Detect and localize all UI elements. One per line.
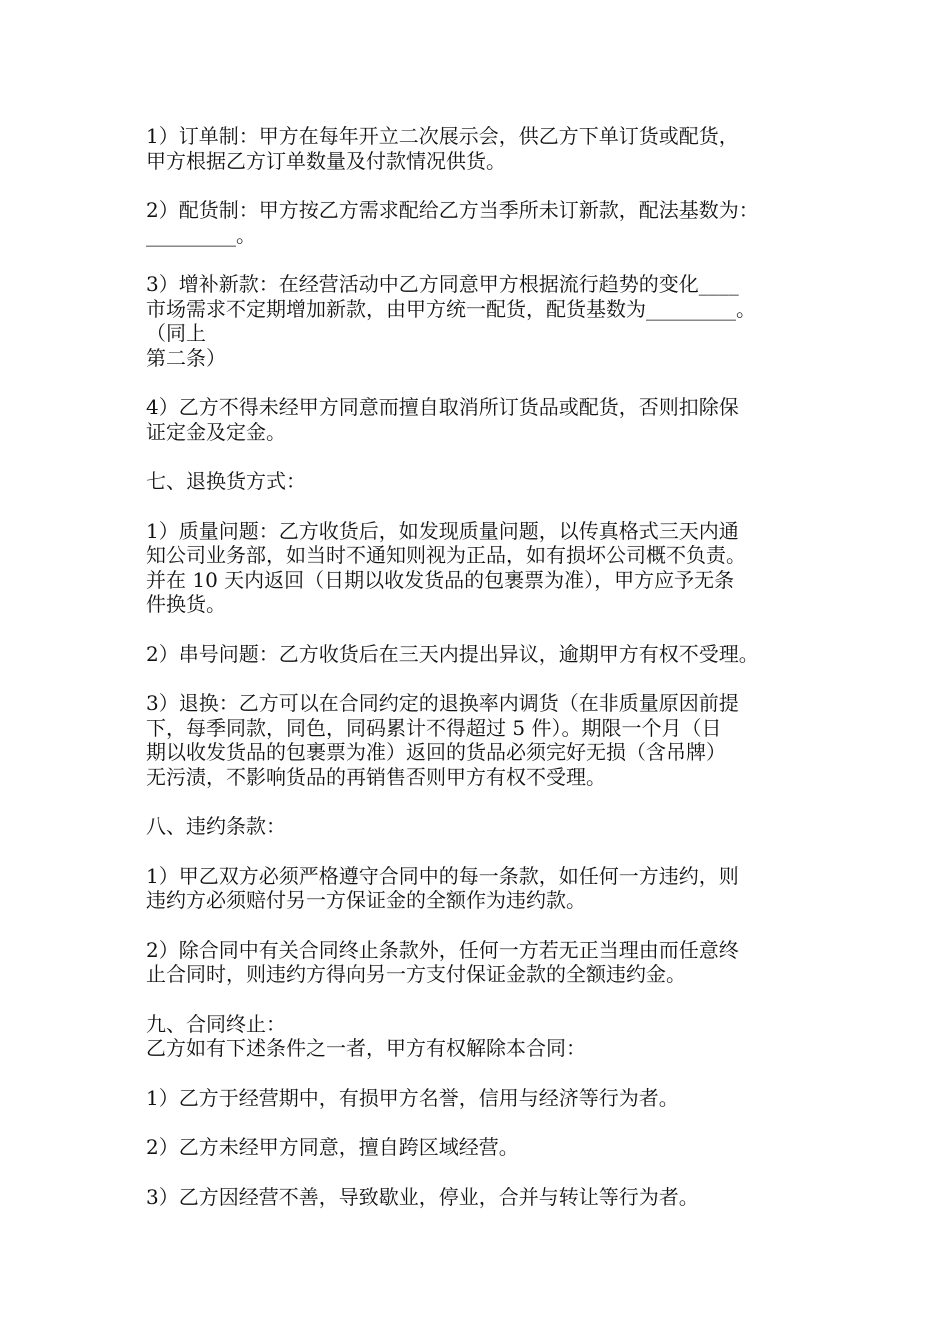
text-line: 期以收发货品的包裹票为准）返回的货品必须完好无损（含吊牌） bbox=[146, 740, 726, 764]
clause-reputation-damage bbox=[146, 1086, 836, 1111]
text-line: 市场需求不定期增加新款，由甲方统一配货，配货基数为_________。 bbox=[146, 296, 756, 321]
text-line: （同上 bbox=[146, 321, 206, 345]
clause-quality-issues bbox=[146, 519, 836, 617]
text-line: 3）退换：乙方可以在合同约定的退换率内调货（在非质量原因前提 bbox=[146, 691, 739, 715]
clause-serial-issues bbox=[146, 642, 836, 667]
text-line: 止合同时，则违约方得向另一方支付保证金款的全额违约金。 bbox=[146, 962, 686, 986]
section-heading-breach bbox=[146, 814, 836, 839]
text-line: 违约方必须赔付另一方保证金的全额作为违约款。 bbox=[146, 888, 586, 912]
clause-early-termination bbox=[146, 938, 836, 987]
text-line: 第二条） bbox=[146, 345, 226, 370]
text-line: 七、退换货方式： bbox=[146, 469, 306, 493]
text-line: 证定金及定金。 bbox=[146, 419, 286, 444]
text-line: 3）增补新款：在经营活动中乙方同意甲方根据流行趋势的变化____ bbox=[146, 272, 739, 296]
text-line: 2）配货制：甲方按乙方需求配给乙方当季所未订新款，配法基数为： bbox=[146, 198, 759, 222]
text-line: 1）乙方于经营期中，有损甲方名誉，信用与经济等行为者。 bbox=[146, 1085, 679, 1110]
text-line: 3）乙方因经营不善，导致歇业，停业，合并与转让等行为者。 bbox=[146, 1184, 699, 1209]
clause-business-closure bbox=[146, 1185, 836, 1210]
document-body bbox=[146, 124, 836, 1209]
text-line: 下，每季同款，同色，同码累计不得超过 5 件）。期限一个月（日 bbox=[146, 715, 722, 740]
text-line: 九、合同终止： bbox=[146, 1011, 286, 1036]
text-line: 件换货。 bbox=[146, 592, 226, 616]
text-line: 1）订单制：甲方在每年开立二次展示会，供乙方下单订货或配货， bbox=[146, 124, 739, 148]
clause-order-system bbox=[146, 124, 836, 173]
text-line: 甲方根据乙方订单数量及付款情况供货。 bbox=[146, 148, 506, 173]
clause-no-cancellation bbox=[146, 395, 836, 444]
clause-allocation-system bbox=[146, 198, 836, 247]
clause-new-styles bbox=[146, 272, 836, 370]
text-line: 2）串号问题：乙方收货后在三天内提出异议，逾期甲方有权不受理。 bbox=[146, 641, 759, 666]
text-line: 4）乙方不得未经甲方同意而擅自取消所订货品或配货，否则扣除保 bbox=[146, 395, 739, 419]
clause-exchange bbox=[146, 691, 836, 789]
text-line: 2）除合同中有关合同终止条款外，任何一方若无正当理由而任意终 bbox=[146, 937, 739, 962]
text-line: 1）甲乙双方必须严格遵守合同中的每一条款，如任何一方违约，则 bbox=[146, 863, 739, 888]
section-heading-returns bbox=[146, 469, 836, 494]
text-line: 知公司业务部，如当时不通知则视为正品，如有损坏公司概不负责。 bbox=[146, 543, 746, 567]
section-heading-termination bbox=[146, 1012, 836, 1061]
text-line: 无污渍，不影响货品的再销售否则甲方有权不受理。 bbox=[146, 764, 606, 789]
text-line: 八、违约条款： bbox=[146, 814, 286, 838]
text-line: 乙方如有下述条件之一者，甲方有权解除本合同： bbox=[146, 1036, 586, 1060]
text-line: 1）质量问题：乙方收货后，如发现质量问题，以传真格式三天内通 bbox=[146, 518, 739, 543]
text-line: _________。 bbox=[146, 222, 256, 247]
clause-cross-region bbox=[146, 1135, 836, 1160]
clause-breach-penalty bbox=[146, 864, 836, 913]
text-line: 2）乙方未经甲方同意，擅自跨区域经营。 bbox=[146, 1135, 519, 1159]
text-line: 并在 10 天内返回（日期以收发货品的包裹票为准），甲方应予无条 bbox=[146, 567, 735, 592]
